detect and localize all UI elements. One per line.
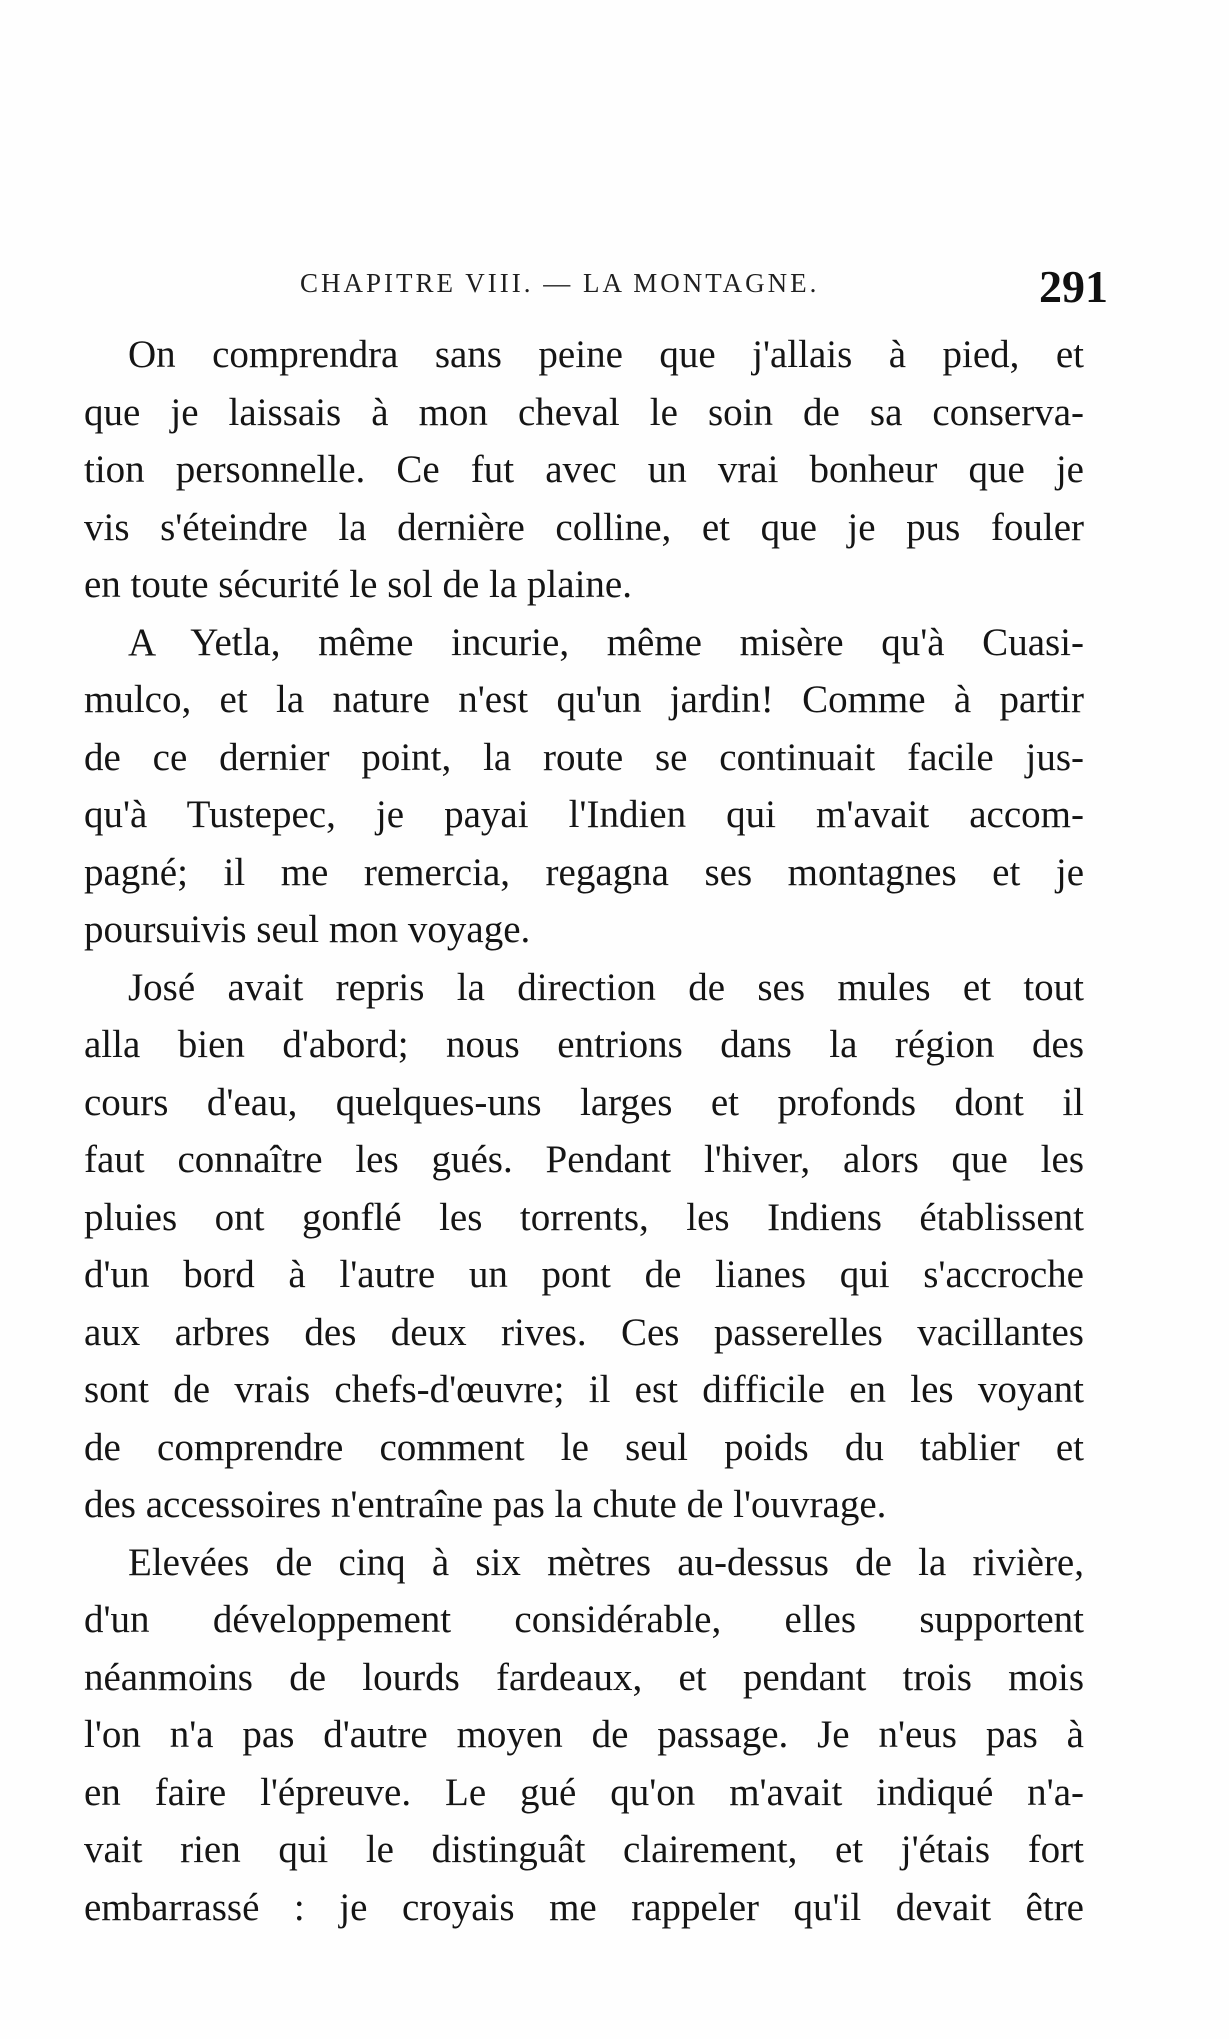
- text-line: tion personnelle. Ce fut avec un vrai bonheur que je: [84, 448, 1084, 491]
- running-head: CHAPITRE VIII. — LA MONTAGNE.: [300, 268, 820, 298]
- text-line: A Yetla, même incurie, même misère qu'à Cuasi-: [128, 620, 1084, 664]
- text-line: pagné; il me remercia, regagna ses montagnes et je: [84, 850, 1084, 894]
- text-line: de ce dernier point, la route se continuait facile jus-: [84, 735, 1084, 779]
- text-line: néanmoins de lourds fardeaux, et pendant trois mois: [84, 1655, 1084, 1699]
- page-header: [300, 262, 1120, 322]
- page-number: 291: [1039, 261, 1108, 312]
- text-line: en toute sécurité le sol de la plaine.: [84, 563, 632, 606]
- text-line: d'un bord à l'autre un pont de lianes qui s'accroche: [84, 1253, 1084, 1296]
- text-line: d'un développement considérable, elles supportent: [84, 1598, 1084, 1641]
- text-line: que je laissais à mon cheval le soin de sa conserva-: [84, 390, 1084, 434]
- text-line: sont de vrais chefs-d'œuvre; il est difficile en les voyant: [84, 1368, 1084, 1411]
- text-line: en faire l'épreuve. Le gué qu'on m'avait indiqué n'a-: [84, 1770, 1084, 1814]
- text-line: pluies ont gonflé les torrents, les Indiens établissent: [84, 1195, 1084, 1239]
- text-line: On comprendra sans peine que j'allais à pied, et: [128, 333, 1084, 376]
- text-line: poursuivis seul mon voyage.: [84, 908, 531, 951]
- text-line: des accessoires n'entraîne pas la chute de l'ouvrage.: [84, 1483, 887, 1526]
- text-line: mulco, et la nature n'est qu'un jardin! Comme à partir: [84, 678, 1084, 721]
- text-line: cours d'eau, quelques-uns larges et profonds dont il: [84, 1080, 1084, 1124]
- text-line: faut connaître les gués. Pendant l'hiver, alors que les: [84, 1138, 1084, 1181]
- body-text: [84, 326, 1084, 1936]
- text-line: qu'à Tustepec, je payai l'Indien qui m'avait accom-: [84, 793, 1084, 836]
- text-line: alla bien d'abord; nous entrions dans la région des: [84, 1023, 1084, 1066]
- text-line: aux arbres des deux rives. Ces passerelles vacillantes: [84, 1310, 1084, 1354]
- text-line: vait rien qui le distinguât clairement, et j'étais fort: [84, 1828, 1084, 1871]
- text-line: l'on n'a pas d'autre moyen de passage. Je n'eus pas à: [84, 1713, 1084, 1756]
- text-line: José avait repris la direction de ses mules et tout: [128, 965, 1084, 1009]
- text-line: de comprendre comment le seul poids du tablier et: [84, 1425, 1084, 1469]
- text-line: Elevées de cinq à six mètres au-dessus de la rivière,: [128, 1540, 1084, 1584]
- text-line: embarrassé : je croyais me rappeler qu'il devait être: [84, 1885, 1084, 1929]
- text-line: vis s'éteindre la dernière colline, et que je pus fouler: [84, 505, 1084, 549]
